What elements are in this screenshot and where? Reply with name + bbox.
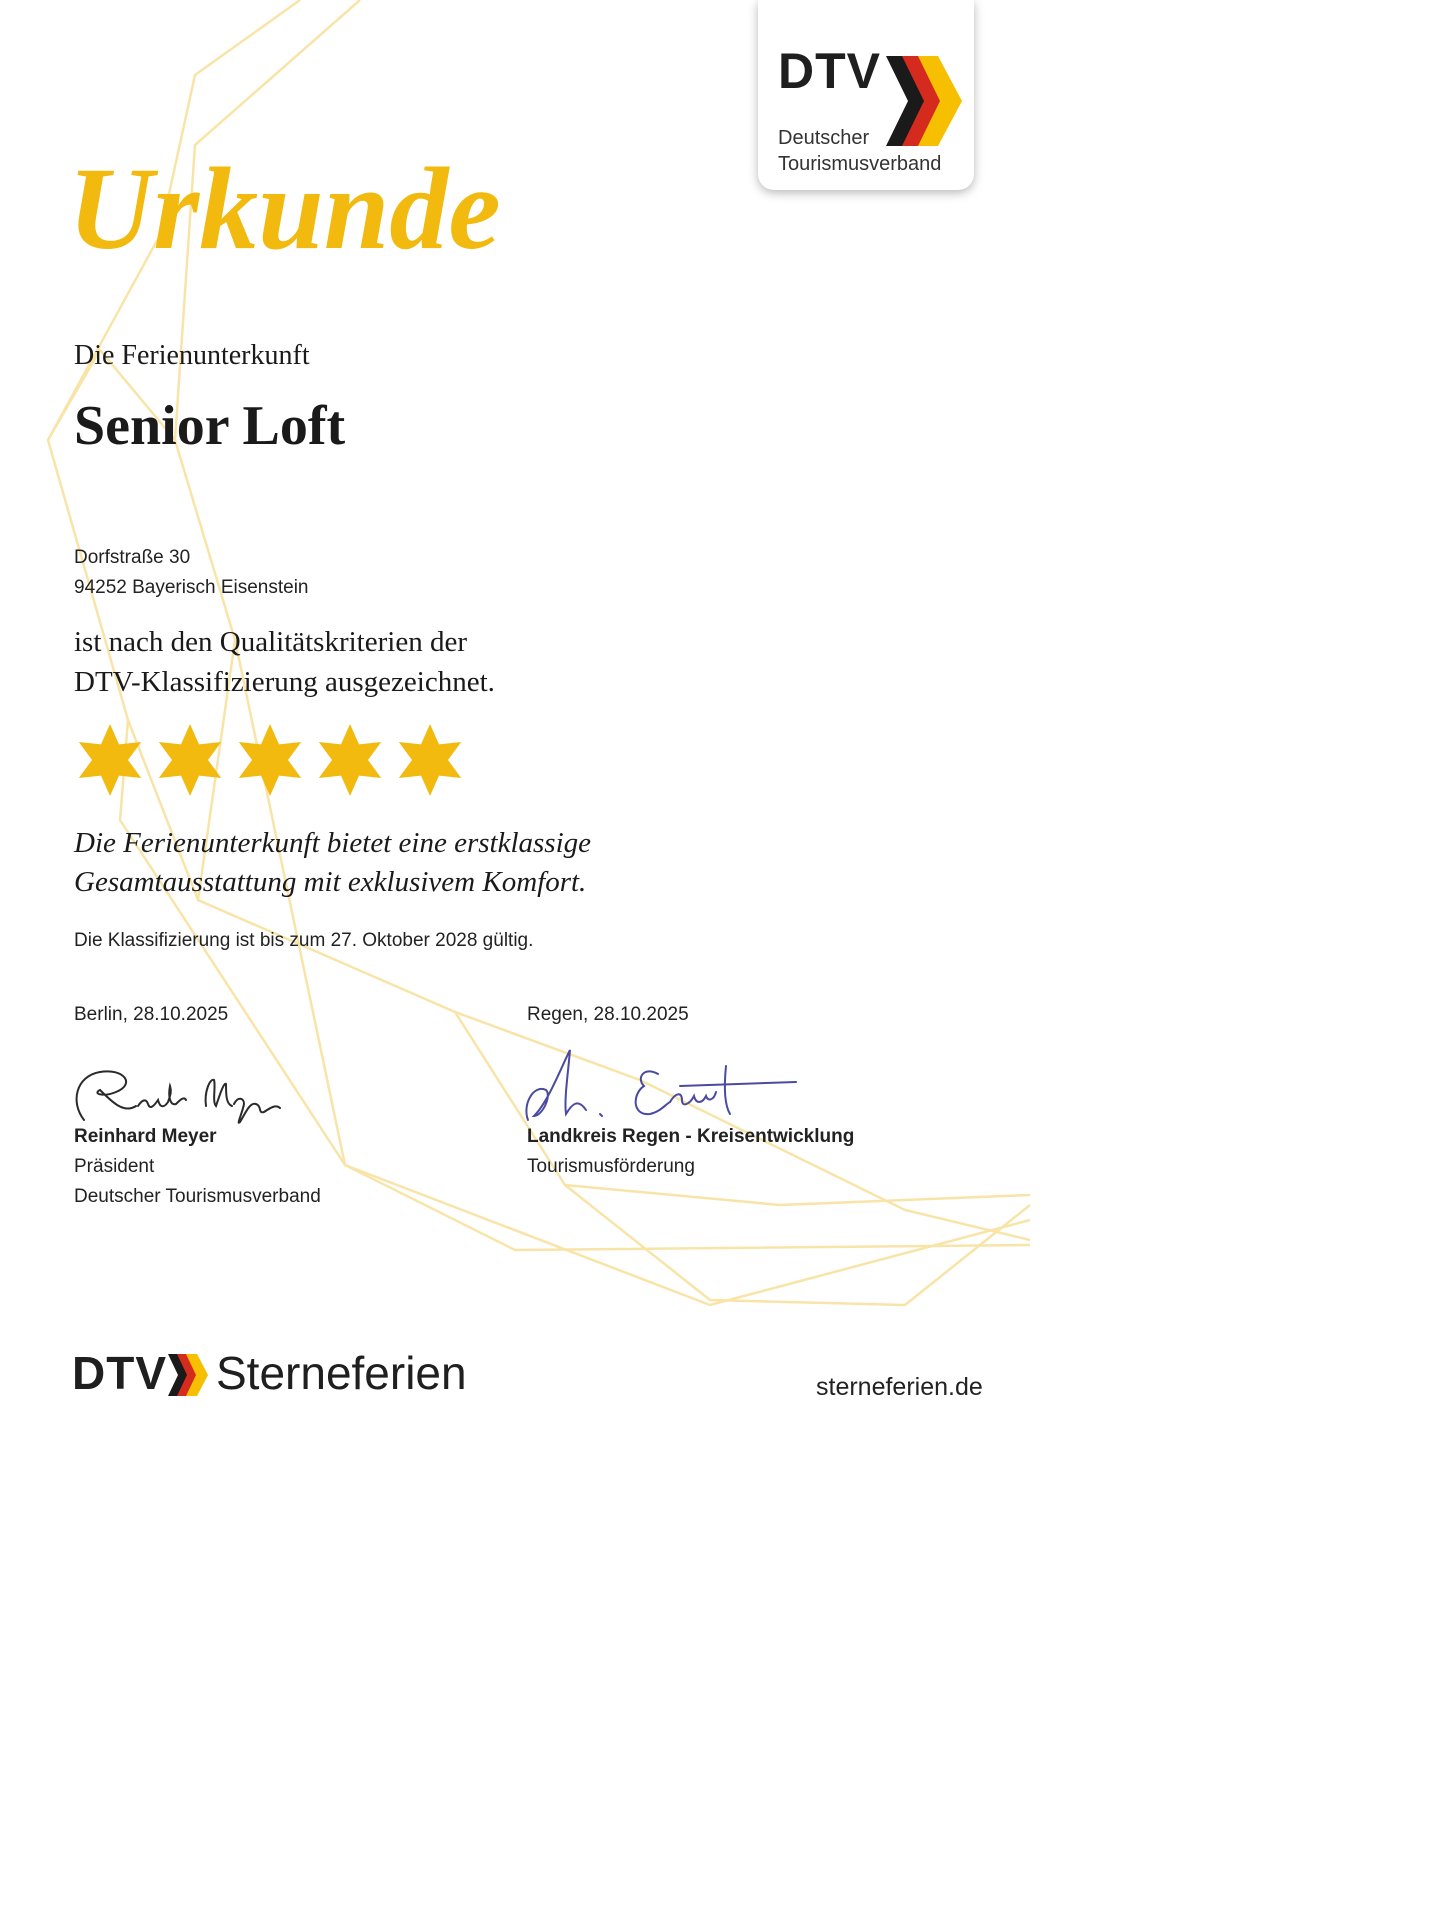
signature-right bbox=[520, 1044, 800, 1124]
statement-line-2: DTV-Klassifizierung ausgezeichnet. bbox=[74, 666, 495, 698]
badge-line-1: Deutscher bbox=[778, 127, 870, 149]
star-rating bbox=[72, 722, 468, 798]
star-icon bbox=[72, 722, 148, 798]
star-icon bbox=[232, 722, 308, 798]
star-icon bbox=[312, 722, 388, 798]
signatory-right-role: Tourismusförderung bbox=[527, 1156, 695, 1177]
signature-left bbox=[66, 1062, 284, 1130]
dtv-badge-logo bbox=[758, 0, 974, 190]
flag-chevrons-icon bbox=[886, 56, 962, 146]
footer-logo-name: Sterneferien bbox=[216, 1347, 467, 1399]
certificate-title: Urkunde bbox=[68, 143, 501, 274]
footer-logo-brand: DTV bbox=[72, 1347, 167, 1399]
address-street: Dorfstraße 30 bbox=[74, 547, 191, 568]
badge-line-2: Tourismusverband bbox=[778, 153, 942, 175]
signatory-left-name: Reinhard Meyer bbox=[74, 1126, 217, 1147]
footer-chevrons-icon bbox=[168, 1350, 210, 1400]
property-name: Senior Loft bbox=[74, 395, 346, 457]
description-line-2: Gesamtausstattung mit exklusivem Komfort. bbox=[74, 866, 587, 898]
statement-line-1: ist nach den Qualitätskriterien der bbox=[74, 626, 467, 658]
place-date-right: Regen, 28.10.2025 bbox=[527, 1004, 689, 1025]
place-date-left: Berlin, 28.10.2025 bbox=[74, 1004, 229, 1025]
qualification-statement bbox=[74, 622, 495, 702]
address-city: 94252 Bayerisch Eisenstein bbox=[74, 577, 309, 598]
property-type-label: Die Ferienunterkunft bbox=[74, 340, 310, 371]
signatory-left-role: Präsident bbox=[74, 1156, 155, 1177]
rating-description bbox=[74, 824, 591, 902]
star-icon bbox=[392, 722, 468, 798]
star-icon bbox=[152, 722, 228, 798]
badge-brand: DTV bbox=[778, 43, 881, 99]
footer-url: sterneferien.de bbox=[816, 1373, 983, 1401]
description-line-1: Die Ferienunterkunft bietet eine erstklassige bbox=[74, 827, 592, 859]
signatory-left-org: Deutscher Tourismusverband bbox=[74, 1186, 321, 1207]
validity-note: Die Klassifizierung ist bis zum 27. Oktober 2028 gültig. bbox=[74, 930, 534, 951]
signatory-right-name: Landkreis Regen - Kreisentwicklung bbox=[527, 1126, 855, 1147]
